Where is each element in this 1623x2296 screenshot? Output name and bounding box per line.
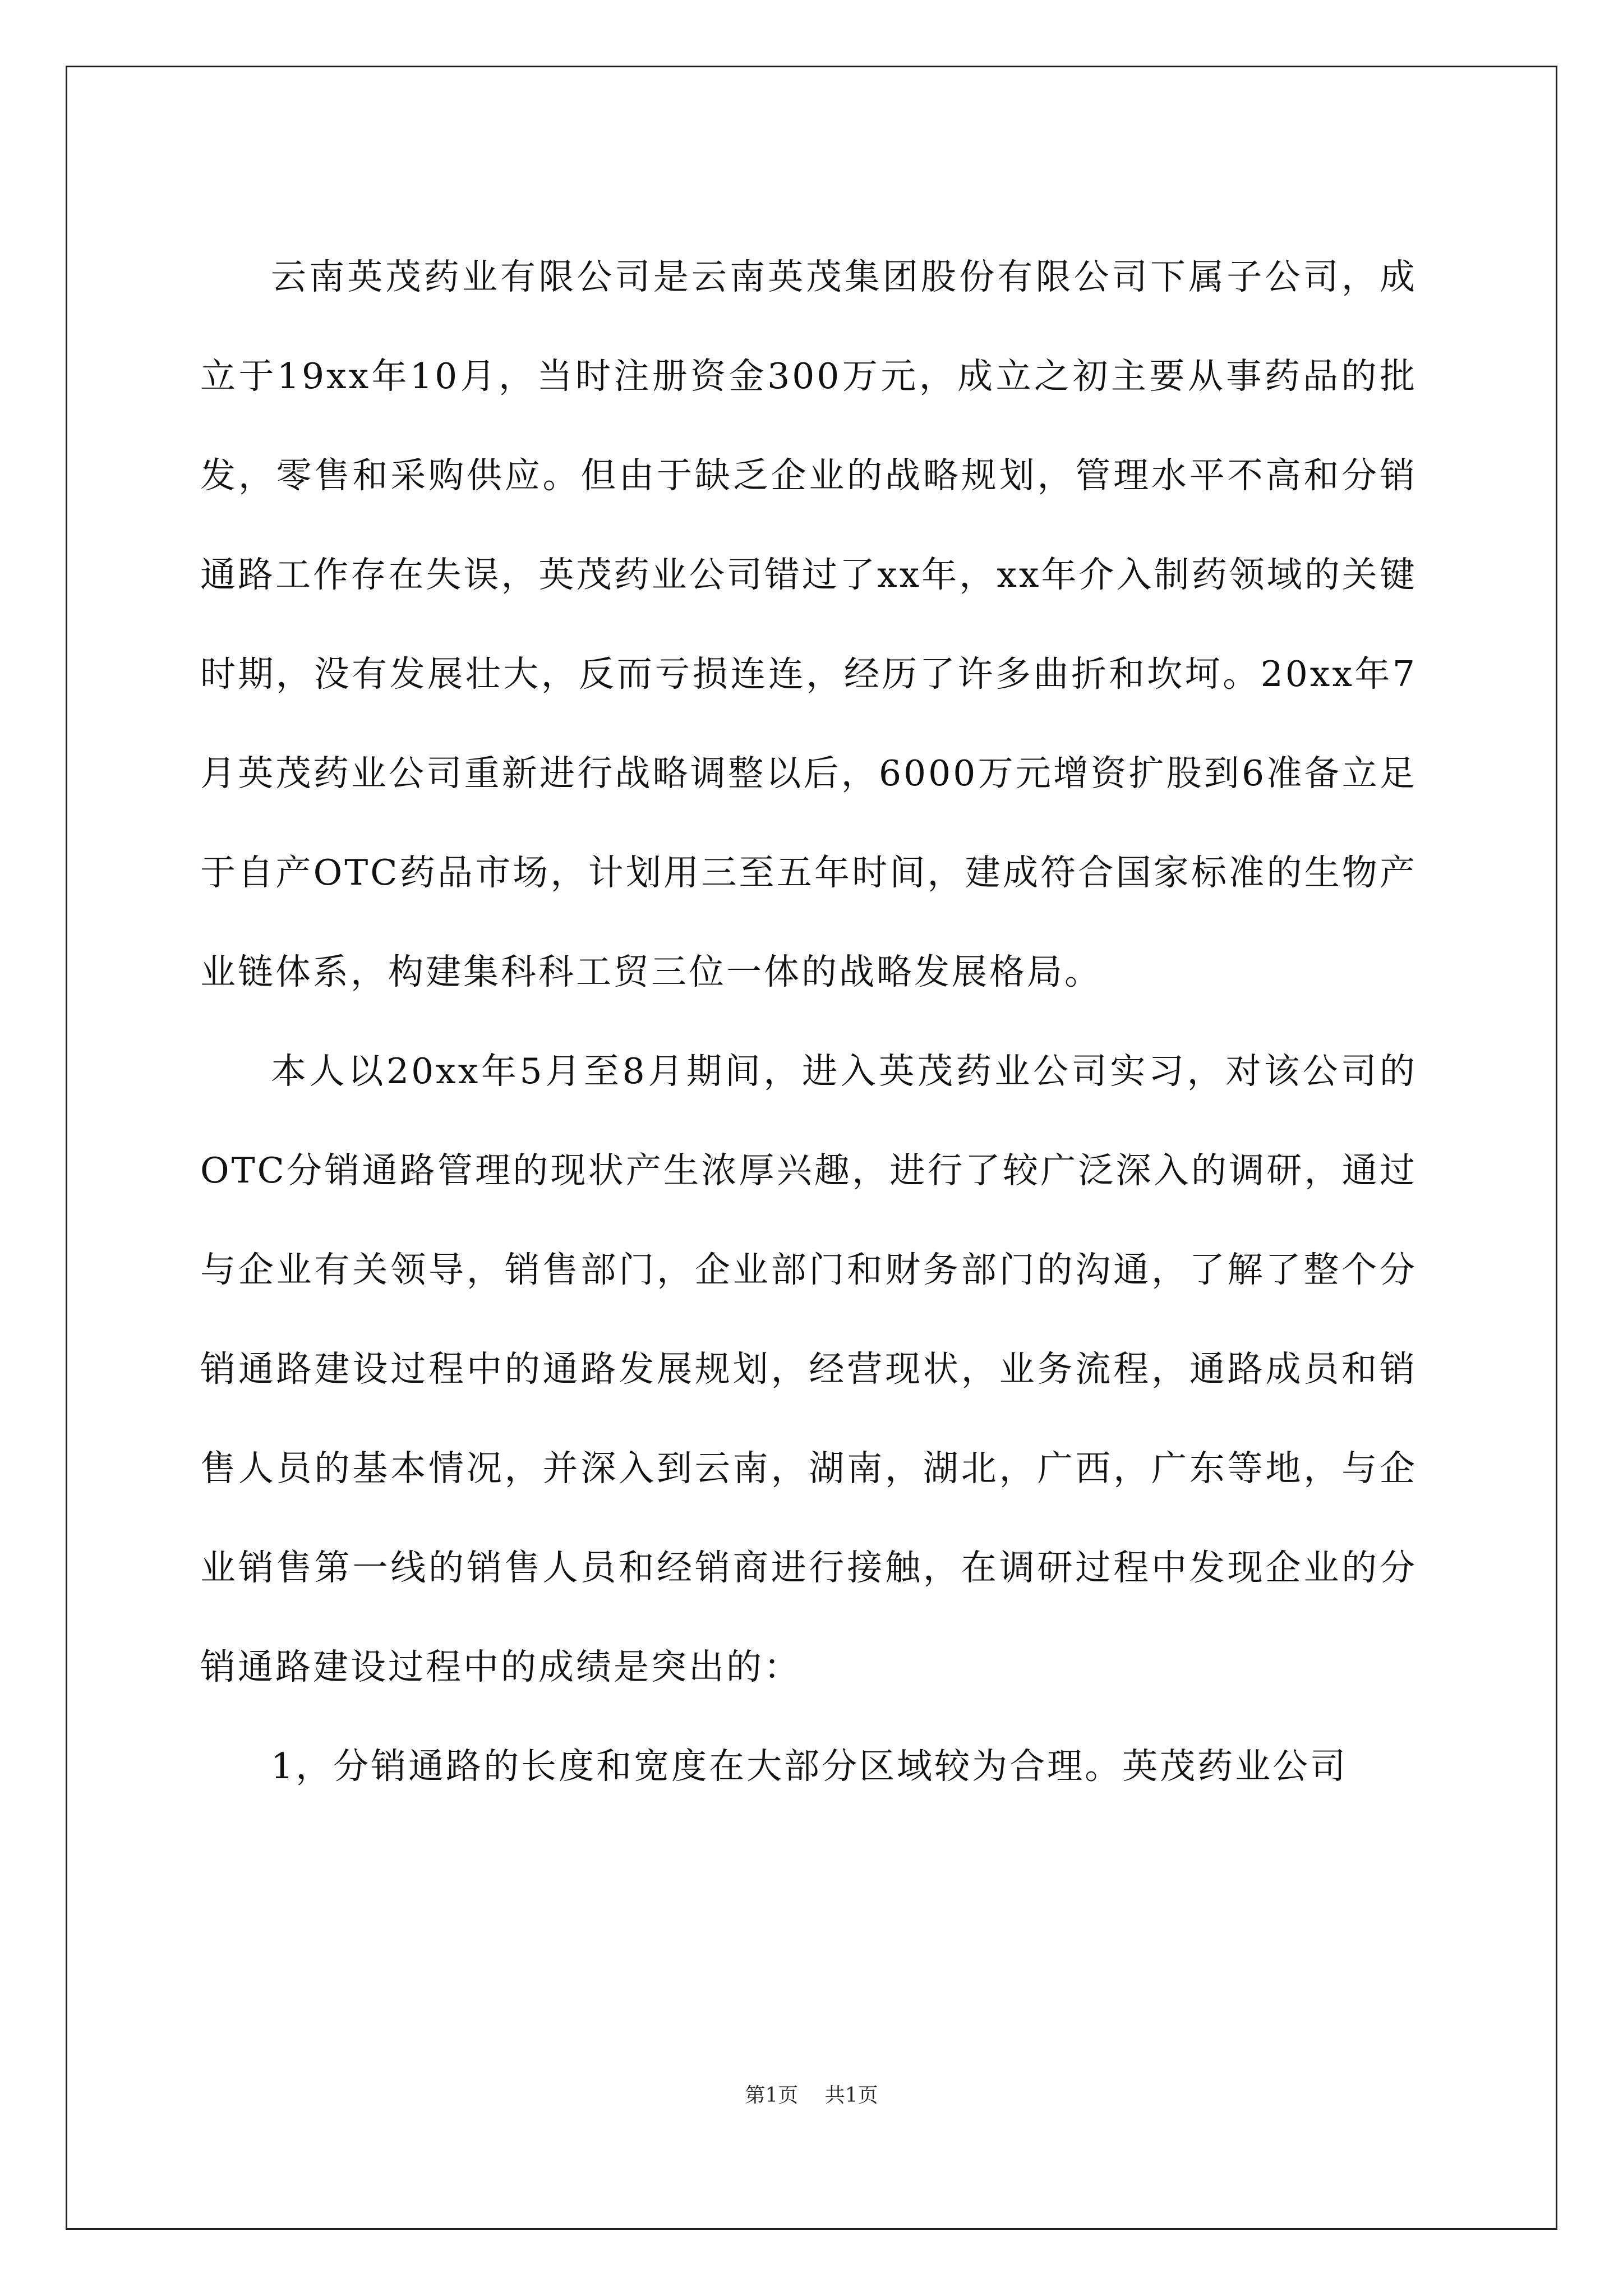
page-footer xyxy=(0,2082,1623,2109)
page-total: 共1页 xyxy=(824,2084,878,2107)
document-body xyxy=(200,227,1417,1816)
page-number: 第1页 xyxy=(745,2084,799,2107)
paragraph-company-intro: 云南英茂药业有限公司是云南英茂集团股份有限公司下属子公司，成立于19xx年10月，当时注册资金300万元，成立之初主要从事药品的批发，零售和采购供应。但由于缺乏企业的战略规划，管理水平不高和分销通路工作存在失误，英茂药业公司错过了xx年，xx年介入制药领域的关键时期，没有发展壮大，反而亏损连连，经历了许多曲折和坎坷。20xx年7月英茂药业公司重新进行战略调整以后，6000万元增资扩股到6准备立足于自产OTC药品市场，计划用三至五年时间，建成符合国家标准的生物产业链体系，构建集科科工贸三位一体的战略发展格局。 xyxy=(200,256,1417,992)
paragraph-internship: 本人以20xx年5月至8月期间，进入英茂药业公司实习，对该公司的OTC分销通路管理的现状产生浓厚兴趣，进行了较广泛深入的调研，通过与企业有关领导，销售部门，企业部门和财务部门的沟通，了解了整个分销通路建设过程中的通路发展规划，经营现状，业务流程，通路成员和销售人员的基本情况，并深入到云南，湖南，湖北，广西，广东等地，与企业销售第一线的销售人员和经销商进行接触，在调研过程中发现企业的分销通路建设过程中的成绩是突出的： xyxy=(200,1051,1417,1687)
paragraph-point-1: 1，分销通路的长度和宽度在大部分区域较为合理。英茂药业公司 xyxy=(271,1746,1348,1787)
